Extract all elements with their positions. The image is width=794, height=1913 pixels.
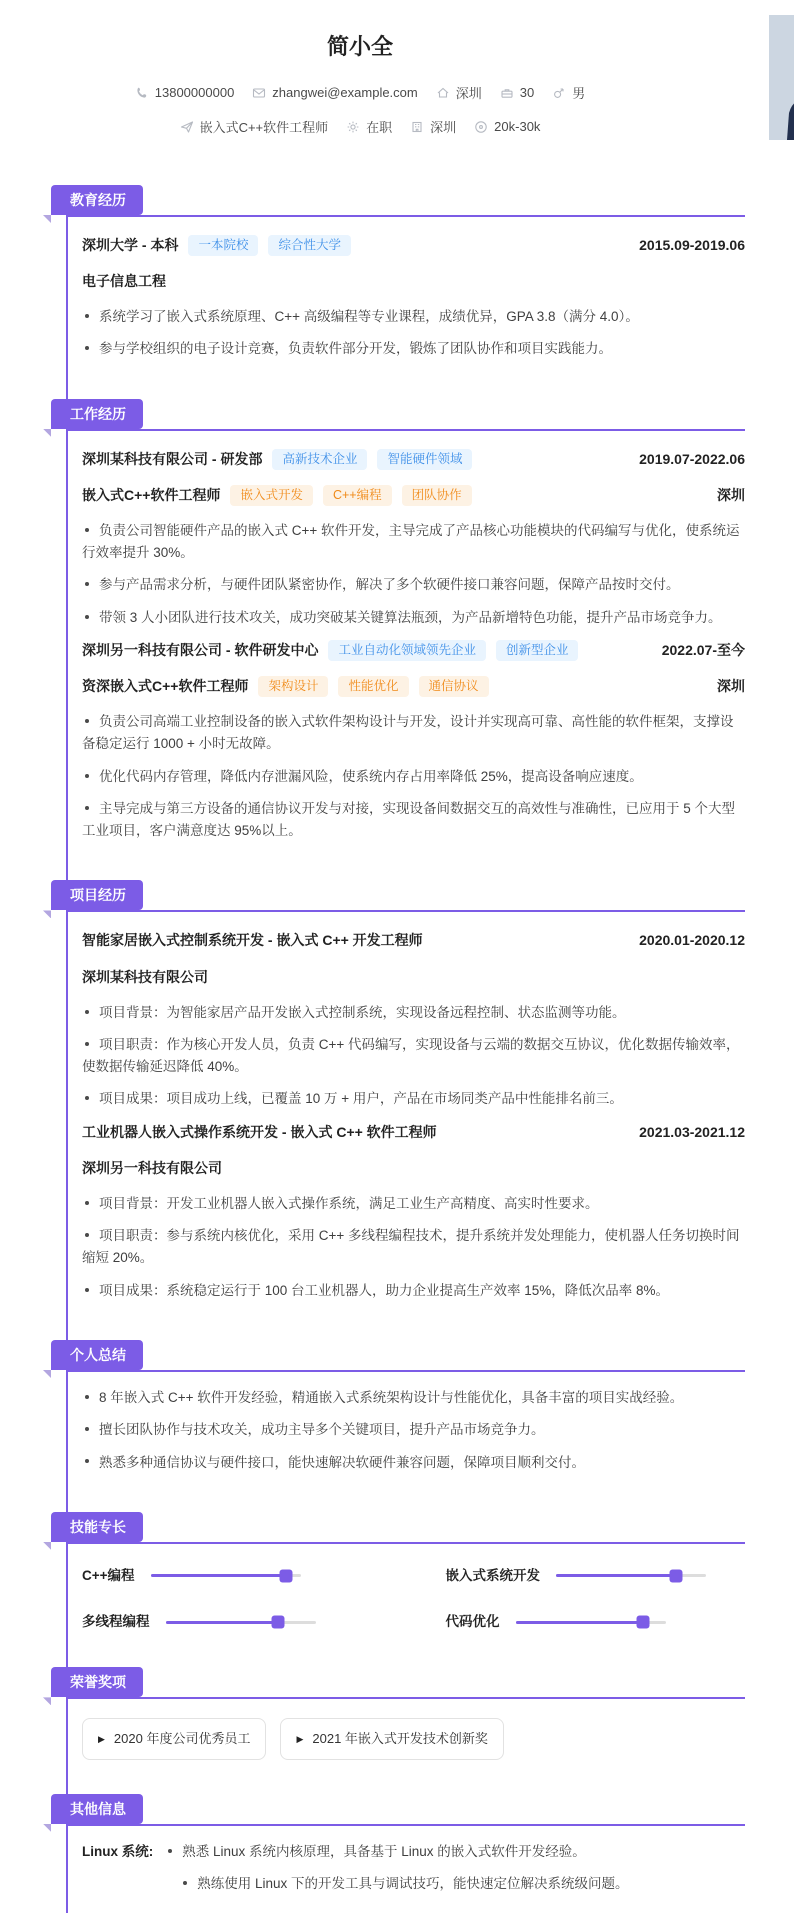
section-other xyxy=(68,1794,745,1908)
tab-fold-decoration xyxy=(43,429,51,437)
honor-badge xyxy=(280,1718,503,1759)
project-bullet: 项目成果：项目成功上线，已覆盖 10 万 + 用户，产品在市场同类产品中性能排名前三。 xyxy=(82,1088,745,1110)
project-name: 工业机器人嵌入式操作系统开发 - 嵌入式 C++ 软件工程师 xyxy=(82,1123,437,1140)
section-summary xyxy=(68,1340,745,1486)
contact-row-1 xyxy=(40,83,680,102)
school-name: 深圳大学 - 本科 xyxy=(82,237,179,253)
work-bullet: 参与产品需求分析，与硬件团队紧密协作，解决了多个软硬件接口兼容问题，保障产品按时交付。 xyxy=(82,574,745,596)
skill-label: 多线程编程 xyxy=(82,1614,150,1630)
skill-slider-fill xyxy=(151,1574,286,1577)
project-company: 深圳某科技有限公司 xyxy=(82,968,208,985)
skill-tag: 嵌入式开发 xyxy=(230,485,313,506)
contact-age xyxy=(500,85,534,100)
triangle-play-icon: ▶ xyxy=(296,1733,304,1744)
work-location: 深圳 xyxy=(717,678,745,695)
age-text: 30 xyxy=(519,85,535,100)
candidate-name: 简小全 xyxy=(326,34,393,59)
section-rule xyxy=(68,1512,745,1544)
skill-slider-thumb[interactable] xyxy=(272,1616,285,1629)
job-title: 资深嵌入式C++软件工程师 xyxy=(82,678,249,695)
sections-container xyxy=(66,185,745,1913)
honor-badge xyxy=(82,1718,266,1759)
work-date: 2019.07-2022.06 xyxy=(639,450,745,467)
summary-bullet: 熟悉多种通信协议与硬件接口，能快速解决软硬件兼容问题，保障项目顺利交付。 xyxy=(82,1452,745,1474)
bullet-dot-icon xyxy=(85,528,89,532)
contact-status xyxy=(346,117,392,136)
resume-header xyxy=(0,0,794,157)
other-info-row xyxy=(82,1841,745,1906)
bullet-dot-icon xyxy=(85,346,89,350)
contact-email xyxy=(252,85,417,100)
tab-fold-decoration xyxy=(43,215,51,223)
skill-item xyxy=(82,1565,376,1587)
bullet-dot-icon xyxy=(85,1395,89,1399)
city-text: 深圳 xyxy=(430,120,457,135)
work-location: 深圳 xyxy=(717,486,745,503)
project-date: 2020.01-2020.12 xyxy=(639,932,745,949)
bullet-dot-icon xyxy=(85,615,89,619)
skill-slider-thumb[interactable] xyxy=(637,1616,650,1629)
company-tag: 工业自动化领域领先企业 xyxy=(328,640,486,661)
section-title: 荣誉奖项 xyxy=(70,1674,126,1691)
bullet-dot-icon xyxy=(85,314,89,318)
salary-icon xyxy=(474,120,488,134)
major-name: 电子信息工程 xyxy=(82,273,166,290)
education-bullet: 参与学校组织的电子设计竞赛，负责软件部分开发，锻炼了团队协作和项目实践能力。 xyxy=(82,338,745,360)
section-rule xyxy=(68,1794,745,1826)
phone-icon xyxy=(135,86,149,100)
section-work xyxy=(68,399,745,855)
skill-slider xyxy=(556,1574,706,1577)
bullet-dot-icon xyxy=(85,1201,89,1205)
section-rule xyxy=(68,1667,745,1699)
skill-tag: 性能优化 xyxy=(338,676,408,697)
skill-label: 代码优化 xyxy=(445,1614,500,1630)
project-bullet: 项目背景：开发工业机器人嵌入式操作系统，满足工业生产高精度、高实时性要求。 xyxy=(82,1193,745,1215)
project-entry xyxy=(82,1121,745,1302)
section-projects xyxy=(68,880,745,1314)
section-title: 工作经历 xyxy=(70,405,126,422)
bullet-dot-icon xyxy=(85,1288,89,1292)
gender-icon xyxy=(552,86,566,100)
salary-text: 20k-30k xyxy=(494,119,541,134)
bullet-dot-icon xyxy=(85,1010,89,1014)
section-tab-other xyxy=(51,1794,143,1824)
contact-location xyxy=(436,83,482,102)
phone-text: 13800000000 xyxy=(154,85,235,100)
bullet-dot-icon xyxy=(85,1427,89,1431)
section-title: 其他信息 xyxy=(70,1800,126,1817)
school-tag: 综合性大学 xyxy=(268,235,351,256)
other-bullet: 熟练使用 Linux 下的开发工具与调试技巧，能快速定位解决系统级问题。 xyxy=(180,1873,745,1895)
skill-slider xyxy=(151,1574,301,1577)
project-bullet: 项目职责：参与系统内核优化，采用 C++ 多线程编程技术，提升系统并发处理能力，使机器人任务切换时间缩短 20%。 xyxy=(82,1228,740,1266)
section-rule xyxy=(68,399,745,431)
skill-slider-fill xyxy=(166,1621,279,1624)
education-date: 2015.09-2019.06 xyxy=(639,237,745,253)
project-bullet: 项目职责：作为核心开发人员，负责 C++ 代码编写，实现设备与云端的数据交互协议，优化数据传输效率，使数据传输延迟降低 40%。 xyxy=(82,1036,740,1075)
job-intention-text: 嵌入式C++软件工程师 xyxy=(199,120,329,135)
section-tab-work xyxy=(51,399,143,429)
tab-fold-decoration xyxy=(43,1824,51,1832)
bullet-dot-icon xyxy=(85,582,89,586)
section-tab-projects xyxy=(51,880,143,910)
status-text: 在职 xyxy=(366,120,393,135)
work-bullet: 带领 3 人小团队进行技术攻关，成功突破某关键算法瓶颈，为产品新增特色功能，提升产品市场竞争力。 xyxy=(82,607,745,629)
skill-tag: 通信协议 xyxy=(419,676,489,697)
home-icon xyxy=(436,86,450,100)
section-title: 个人总结 xyxy=(70,1346,126,1363)
skill-tag: 架构设计 xyxy=(258,676,328,697)
section-title: 项目经历 xyxy=(70,887,126,904)
bullet-dot-icon xyxy=(168,1849,172,1853)
company-name: 深圳另一科技有限公司 - 软件研发中心 xyxy=(82,641,319,658)
gender-text: 男 xyxy=(572,86,586,101)
project-name: 智能家居嵌入式控制系统开发 - 嵌入式 C++ 开发工程师 xyxy=(82,932,423,949)
section-rule xyxy=(68,185,745,217)
summary-bullet: 擅长团队协作与技术攻关，成功主导多个关键项目，提升产品市场竞争力。 xyxy=(82,1419,745,1441)
section-education xyxy=(68,185,745,373)
skill-tag: 团队协作 xyxy=(402,485,472,506)
section-rule xyxy=(68,1340,745,1372)
contact-city xyxy=(410,117,456,136)
education-entry-head xyxy=(82,234,745,257)
company-name: 深圳某科技有限公司 - 研发部 xyxy=(82,450,263,467)
paper-plane-icon xyxy=(180,120,194,134)
work-bullet: 负责公司智能硬件产品的嵌入式 C++ 软件开发，主导完成了产品核心功能模块的代码编写与优化，使系统运行效率提升 30%。 xyxy=(82,522,740,561)
bullet-dot-icon xyxy=(183,1881,187,1885)
section-tab-honors xyxy=(51,1667,143,1697)
bullet-dot-icon xyxy=(85,1459,89,1463)
age-icon xyxy=(500,86,514,100)
section-honors xyxy=(68,1667,745,1767)
section-skills xyxy=(68,1512,745,1642)
section-title: 技能专长 xyxy=(70,1518,126,1535)
honor-label: 2020 年度公司优秀员工 xyxy=(113,1731,251,1747)
other-info-label: Linux 系统: xyxy=(82,1843,154,1859)
project-company: 深圳另一科技有限公司 xyxy=(82,1159,222,1176)
skill-item xyxy=(446,1565,740,1587)
work-date: 2022.07-至今 xyxy=(661,641,745,658)
contact-job-intention xyxy=(180,117,329,136)
tab-fold-decoration xyxy=(43,1697,51,1705)
location-text: 深圳 xyxy=(455,86,482,101)
bullet-dot-icon xyxy=(85,1096,89,1100)
work-bullet: 主导完成与第三方设备的通信协议开发与对接，实现设备间数据交互的高效性与准确性，已应用于 5 个大型工业项目，客户满意度达 95%以上。 xyxy=(82,800,736,839)
work-entry xyxy=(82,448,745,629)
building-icon xyxy=(410,120,424,134)
section-tab-skills xyxy=(51,1512,143,1542)
bullet-dot-icon xyxy=(85,806,89,810)
tab-fold-decoration xyxy=(43,910,51,918)
contact-row-2 xyxy=(40,117,680,136)
education-bullet: 系统学习了嵌入式系统原理、C++ 高级编程等专业课程，成绩优异，GPA 3.8（满分 4.0）。 xyxy=(82,306,745,328)
contact-gender xyxy=(552,83,585,102)
section-tab-summary xyxy=(51,1340,143,1370)
skill-label: 嵌入式系统开发 xyxy=(445,1567,540,1583)
section-tab-education xyxy=(51,185,143,215)
bullet-dot-icon xyxy=(85,1042,89,1046)
skill-item xyxy=(82,1611,376,1633)
work-bullet: 优化代码内存管理，降低内存泄漏风险，使系统内存占用率降低 25%，提高设备响应速度。 xyxy=(82,766,745,788)
skill-item xyxy=(446,1611,740,1633)
work-entry xyxy=(82,639,745,843)
tab-fold-decoration xyxy=(43,1370,51,1378)
project-bullet: 项目背景：为智能家居产品开发嵌入式控制系统，实现设备远程控制、状态监测等功能。 xyxy=(82,1002,745,1024)
section-title: 教育经历 xyxy=(70,192,126,208)
summary-bullet: 8 年嵌入式 C++ 软件开发经验，精通嵌入式系统架构设计与性能优化，具备丰富的项目实战经验。 xyxy=(82,1387,745,1409)
skill-slider xyxy=(166,1621,316,1624)
bullet-dot-icon xyxy=(85,1233,89,1237)
skill-slider-thumb[interactable] xyxy=(279,1569,292,1582)
company-tag: 高新技术企业 xyxy=(272,449,367,470)
section-rule xyxy=(68,880,745,912)
school-tag: 一本院校 xyxy=(188,235,258,256)
project-entry xyxy=(82,929,745,1110)
company-tag: 智能硬件领域 xyxy=(377,449,472,470)
company-tag: 创新型企业 xyxy=(496,640,579,661)
contact-phone xyxy=(135,85,235,100)
candidate-photo xyxy=(769,15,794,140)
skill-tag: C++编程 xyxy=(323,485,392,506)
honor-label: 2021 年嵌入式开发技术创新奖 xyxy=(312,1731,488,1747)
bullet-dot-icon xyxy=(85,774,89,778)
skill-slider xyxy=(516,1621,666,1624)
contact-salary xyxy=(474,119,540,134)
project-bullet: 项目成果：系统稳定运行于 100 台工业机器人，助力企业提高生产效率 15%，降低次品率 8%。 xyxy=(82,1280,745,1302)
skill-slider-thumb[interactable] xyxy=(670,1569,683,1582)
email-text: zhangwei@example.com xyxy=(272,85,418,100)
project-date: 2021.03-2021.12 xyxy=(639,1123,745,1140)
work-bullet: 负责公司高端工业控制设备的嵌入式软件架构设计与开发，设计并实现高可靠、高性能的软件框架，支撑设备稳定运行 1000 + 小时无故障。 xyxy=(82,714,734,752)
job-title: 嵌入式C++软件工程师 xyxy=(82,486,221,503)
skill-label: C++编程 xyxy=(82,1567,135,1583)
skill-slider-fill xyxy=(556,1574,676,1577)
skill-slider-fill xyxy=(516,1621,644,1624)
tab-fold-decoration xyxy=(43,1542,51,1550)
other-bullet: 熟悉 Linux 系统内核原理，具备基于 Linux 的嵌入式软件开发经验。 xyxy=(165,1841,745,1863)
triangle-play-icon: ▶ xyxy=(98,1733,105,1744)
bullet-dot-icon xyxy=(85,719,89,723)
gear-icon xyxy=(346,120,360,134)
email-icon xyxy=(252,86,266,100)
